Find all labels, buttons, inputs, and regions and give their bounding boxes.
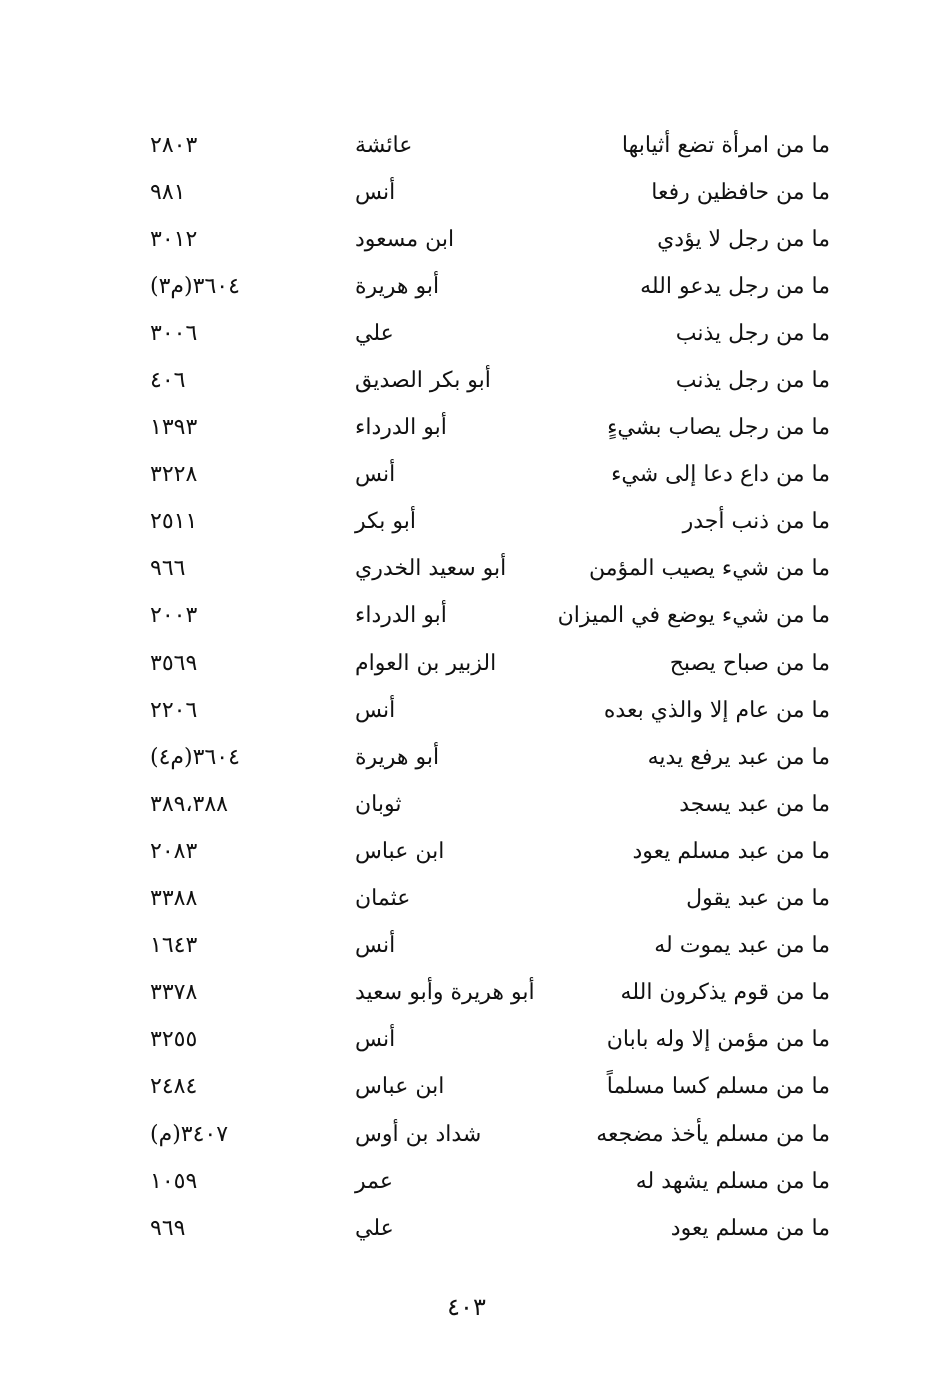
hadith-opening: ما من شيء يوضع في الميزان [557,603,830,629]
narrator-name: أبو هريرة [355,273,440,299]
hadith-number: ١٠٥٩ [150,1168,198,1194]
table-row [150,499,830,546]
hadith-opening: ما من عبد يسجد [679,791,830,817]
table-row [150,1064,830,1111]
table-row [150,405,830,452]
hadith-opening: ما من عبد يموت له [654,933,830,959]
hadith-number: ١٣٩٣ [150,415,198,441]
hadith-number: ٣٠١٢ [150,226,198,252]
hadith-number: ٣٢٢٨ [150,462,198,488]
hadith-index-table [150,122,830,1252]
hadith-opening: ما من عبد مسلم يعود [632,838,830,864]
hadith-number: ٢٠٨٣ [150,838,198,864]
table-row [150,923,830,970]
hadith-number: ٣٣٨٨ [150,886,198,912]
hadith-number: ٢٢٠٦ [150,697,198,723]
hadith-opening: ما من قوم يذكرون الله [620,980,830,1006]
narrator-name: أبو هريرة وأبو سعيد [355,980,535,1006]
hadith-opening: ما من عبد يقول [686,886,830,912]
narrator-name: أنس [355,1027,396,1053]
table-row [150,1111,830,1158]
hadith-number: ٩٦٩ [150,1215,186,1241]
hadith-opening: ما من رجل يذنب [675,320,830,346]
table-row [150,1205,830,1252]
hadith-number: ٣٢٥٥ [150,1027,198,1053]
hadith-opening: ما من مسلم يعود [670,1215,830,1241]
table-row [150,169,830,216]
narrator-name: أبو بكر [355,509,417,535]
table-row [150,640,830,687]
hadith-opening: ما من مسلم كسا مسلماً [606,1074,830,1100]
narrator-name: شداد بن أوس [355,1121,482,1147]
narrator-name: أبو سعيد الخدري [355,556,507,582]
hadith-number: ٩٦٦ [150,556,186,582]
hadith-number: ٣٣٧٨ [150,980,198,1006]
table-row [150,263,830,310]
hadith-number: ٩٨١ [150,179,186,205]
hadith-number: ٣٦٠٤(م٣) [150,273,240,299]
narrator-name: علي [355,1215,394,1241]
hadith-opening: ما من رجل يذنب [675,368,830,394]
table-row [150,593,830,640]
hadith-number: ٢٤٨٤ [150,1074,198,1100]
hadith-number: ٣٠٠٦ [150,320,198,346]
table-row [150,1017,830,1064]
hadith-opening: ما من عبد يرفع يديه [647,744,830,770]
hadith-opening: ما من رجل يدعو الله [640,273,830,299]
narrator-name: أبو الدرداء [355,603,447,629]
table-row [150,452,830,499]
narrator-name: أنس [355,933,396,959]
hadith-opening: ما من مسلم يشهد له [635,1168,830,1194]
hadith-opening: ما من داع دعا إلى شيء [611,462,830,488]
hadith-opening: ما من مسلم يأخذ مضجعه [596,1121,830,1147]
hadith-opening: ما من رجل لا يؤدي [657,226,830,252]
narrator-name: أنس [355,462,396,488]
narrator-name: أبو الدرداء [355,415,447,441]
narrator-name: الزبير بن العوام [355,650,497,676]
narrator-name: أنس [355,697,396,723]
hadith-number: ٣٤٠٧(م) [150,1121,229,1147]
page-number: ٤٠٣ [447,1293,486,1321]
table-row [150,546,830,593]
hadith-opening: ما من عام إلا والذي بعده [603,697,830,723]
table-row [150,876,830,923]
narrator-name: أنس [355,179,396,205]
narrator-name: ابن مسعود [355,226,455,252]
narrator-name: عمر [355,1168,393,1194]
narrator-name: عائشة [355,132,413,158]
table-row [150,310,830,357]
narrator-name: ثوبان [355,791,402,817]
table-row [150,1158,830,1205]
hadith-number: ٣٦٠٤(م٤) [150,744,240,770]
hadith-opening: ما من رجل يصاب بشيءٍ [607,415,830,441]
hadith-opening: ما من ذنب أجدر [682,509,830,535]
narrator-name: أبو هريرة [355,744,440,770]
hadith-number: ٤٠٦ [150,368,186,394]
hadith-opening: ما من صباح يصبح [669,650,830,676]
narrator-name: أبو بكر الصديق [355,368,491,394]
narrator-name: ابن عباس [355,1074,445,1100]
narrator-name: علي [355,320,394,346]
table-row [150,828,830,875]
table-row [150,122,830,169]
hadith-number: ٣٥٦٩ [150,650,198,676]
narrator-name: عثمان [355,886,411,912]
hadith-opening: ما من مؤمن إلا وله بابان [606,1027,830,1053]
hadith-number: ٢٥١١ [150,509,198,535]
hadith-opening: ما من امرأة تضع أثيابها [621,132,830,158]
table-row [150,734,830,781]
table-row [150,216,830,263]
table-row [150,781,830,828]
narrator-name: ابن عباس [355,838,445,864]
table-row [150,970,830,1017]
hadith-opening: ما من شيء يصيب المؤمن [589,556,830,582]
hadith-number: ٢٠٠٣ [150,603,198,629]
hadith-number: ٢٨٠٣ [150,132,198,158]
hadith-number: ١٦٤٣ [150,933,198,959]
hadith-number: ٣٨٩،٣٨٨ [150,791,228,817]
hadith-opening: ما من حافظين رفعا [651,179,830,205]
table-row [150,687,830,734]
table-row [150,357,830,404]
